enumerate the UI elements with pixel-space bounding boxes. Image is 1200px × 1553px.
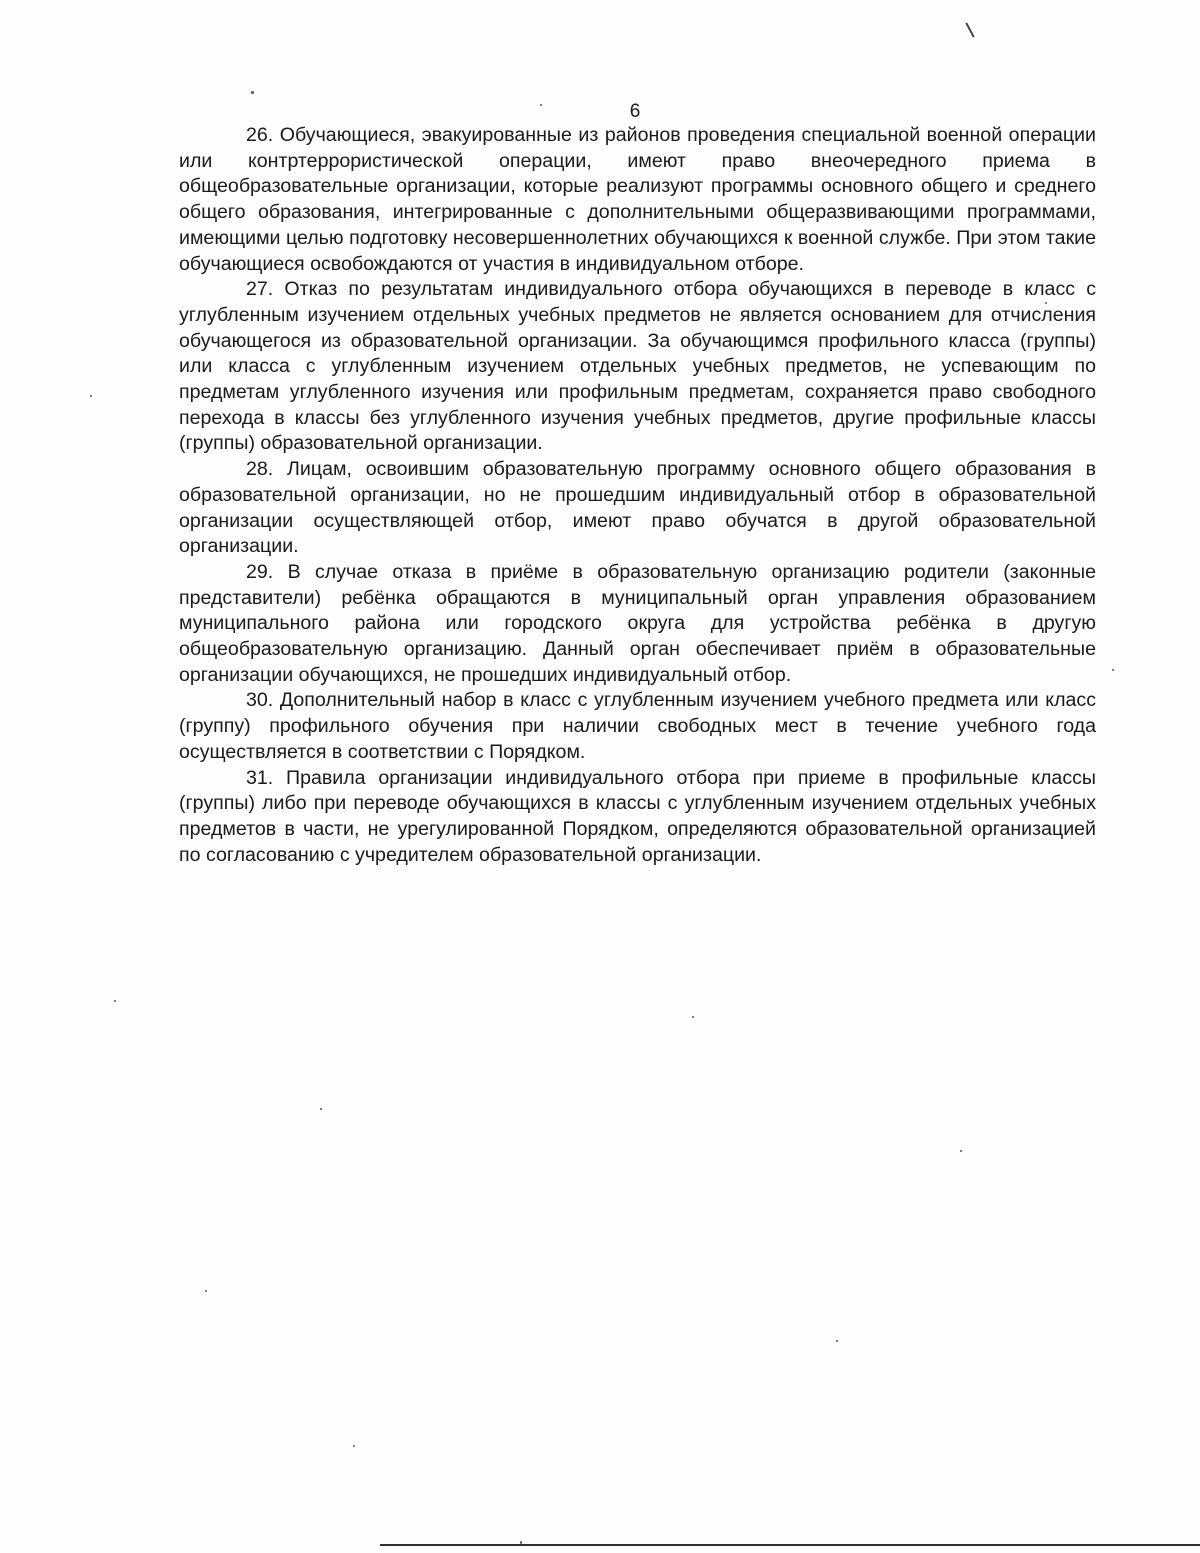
scan-speck [1112, 669, 1114, 671]
paragraph-31: 31. Правила организации индивидуального отбора при приеме в профильные классы (группы) либо при переводе обучающихся в классы с углубленным изучением отдельных учебных предметов в части, не урегулированной Порядком, определяются образовательной организацией по согласованию с учредителем образовательной организации. [179, 766, 1096, 866]
scan-speck [320, 1108, 322, 1110]
paragraph-30: 30. Дополнительный набор в класс с углубленным изучением учебного предмета или класс (группу) профильного обучения при наличии свободных мест в течение учебного года осуществляется в соответствии с Порядком. [179, 689, 1096, 763]
page-number: 6 [629, 101, 641, 122]
scan-mark [965, 22, 974, 37]
scan-speck [251, 91, 254, 94]
scan-speck [960, 1150, 962, 1152]
paragraph-28: 28. Лицам, освоившим образовательную программу основного общего образования в образовательной организации, но не прошедшим индивидуальный отбор в образовательной организации осуществляющей отбор, имеют право обучатся в другой образовательной организации. [179, 458, 1096, 558]
document-body [179, 123, 1096, 868]
paragraph-27: 27. Отказ по результатам индивидуального отбора обучающихся в переводе в класс с углубленным изучением отдельных учебных предметов не является основанием для отчисления обучающегося из образовательной организации. За обучающимся профильного класса (группы) или класса с углубленным изучением отдельных учебных предметов, не успевающим по предметам углубленного изучения или профильным предметам, сохраняется право свободного перехода в классы без углубленного изучения учебных предметов, другие профильные классы (группы) образовательной организации. [179, 278, 1096, 455]
scan-speck [692, 1016, 694, 1018]
paragraph-29: 29. В случае отказа в приёме в образовательную организацию родители (законные представители) ребёнка обращаются в муниципальный орган управления образованием муниципального района или городского округа для устройства ребёнка в другую общеобразовательную организацию. Данный орган обеспечивает приём в образовательные организации обучающихся, не прошедших индивидуальный отбор. [179, 560, 1096, 686]
paragraph-26: 26. Обучающиеся, эвакуированные из районов проведения специальной военной операции или контртеррористической операции, имеют право внеочередного приема в общеобразовательные организации, которые реализуют программы основного общего и среднего общего образования, интегрированные с дополнительными общеразвивающими программами, имеющими целью подготовку несовершеннолетних обучающихся к военной службе. При этом такие обучающиеся освобождаются от участия в индивидуальном отборе. [179, 124, 1096, 275]
scan-speck [90, 395, 92, 397]
scan-speck [836, 1340, 838, 1342]
scan-speck [114, 1000, 116, 1002]
scan-edge-line [380, 1544, 1200, 1546]
scan-speck [353, 1445, 355, 1447]
scan-speck [205, 1290, 207, 1292]
